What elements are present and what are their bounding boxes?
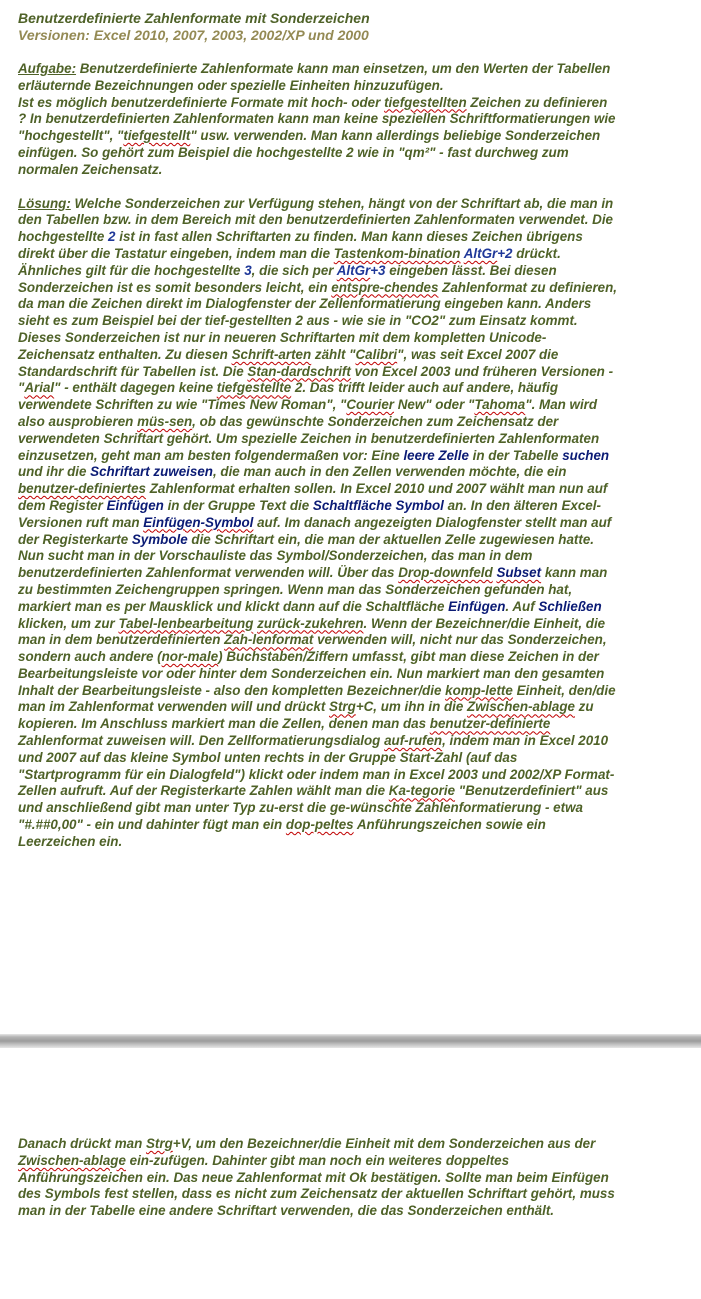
task-text [18, 61, 616, 177]
text-run: Strg [146, 1136, 173, 1151]
text-run: ", was seit Excel 2007 die Standardschrift für Tabellen ist. Die [18, 346, 559, 379]
text-run: benutzer-definierte [429, 716, 551, 732]
text-run: klicken, um zur [18, 615, 119, 631]
text-run: " usw. verwenden. Man kann allerdings beliebige Sonderzeichen einfügen. So gehört zum Beispiel die hochgestellte 2 wie in "qm²" - fast durchweg zum normalen Zeichensatz. [18, 128, 601, 177]
text-run: Calibri [355, 346, 398, 362]
text-run: 2. Das trifft leider auch auf andere, häufig verwendete Schriften zu wie "Times New Roman", " [18, 380, 559, 413]
text-run: AltGr [463, 245, 498, 261]
text-run: Anführungszeichen sowie ein Leerzeichen ein. [18, 817, 546, 849]
text-run: Subset [496, 565, 542, 581]
text-run: müs-sen [137, 413, 193, 429]
text-run: auf. Im danach angezeigten Dialogfenster stellt man auf der Registerkarte [18, 514, 612, 547]
text-run: Tabel-lenbearbeitung [118, 615, 254, 631]
text-run: New" oder " [393, 397, 475, 413]
text-run: leere Zelle [403, 447, 469, 463]
spacer [18, 44, 618, 61]
spacer [18, 179, 618, 196]
text-run: Einfügen-Symbol [143, 514, 254, 530]
text-run: Zah-lenformat [224, 632, 314, 648]
text-run: Schaltfläche Symbol [312, 497, 444, 513]
solution-text [18, 196, 617, 849]
text-run: Benutzerdefinierte Zahlenformate kann man einsetzen, um den Werten der Tabellen erläuternde Bezeichnungen oder spezielle Einheiten hinzuzufügen. [18, 61, 611, 93]
text-run: , indem man in Excel 2010 und 2007 auf das kleine Symbol unten rechts in der Gruppe Start-Zahl (auf das "Startprogramm für ein Dialogfeld") klickt oder indem man in Excel 2003 und 2002/XP Format-Zellen aufruft. Auf der Registerkarte Zahlen wählt man die [18, 733, 615, 799]
text-run: Zahlenformat erhalten sollen. In Excel 2010 und 2007 wählt man nun auf dem Register [18, 481, 608, 513]
text-run: "Benutzerdefiniert" aus und anschließend gibt man unter Typ zu-erst die ge-wünschte Zahlenformatierung - etwa "#.##0,00" - ein und dahinter fügt man ein [18, 783, 609, 833]
text-run: und ihr die [18, 464, 91, 480]
text-run: ". Man wird also ausprobieren [18, 397, 598, 429]
text-run: nor-male [161, 649, 219, 665]
text-run: Zwischen-ablage [18, 1152, 126, 1168]
text-run: tiefgestellt [123, 128, 191, 144]
continuation-paragraph [18, 1136, 618, 1220]
text-run: ist in fast allen Schriftarten zu finden. Man kann dieses Zeichen übrigens direkt über die Tastatur eingeben, indem man die [18, 229, 583, 261]
text-run: +2 [497, 245, 513, 261]
continuation-text [18, 1136, 615, 1218]
text-run: von Excel 2003 und früheren Versionen - " [18, 363, 614, 396]
text-run: , ob das gewünschte Sonderzeichen zum Zeichensatz der verwendeten Schriftart gehört. Um spezielle Zeichen in benutzerdefinierten Zahlenformaten einzusetzen, geht man am besten folgendermaßen vor: Eine [18, 413, 600, 463]
text-run: benutzer-definiertes [18, 481, 146, 497]
text-run: Zwischen-ablage [467, 699, 575, 715]
text-run: kann man zu bestimmten Zeichengruppen springen. Wenn man das Sonderzeichen gefunden hat, markiert man es per Mausklick und klickt dann auf die Schaltfläche [18, 565, 608, 614]
document-page-1 [18, 10, 618, 851]
text-run: dop-peltes [285, 817, 354, 833]
text-run: komp-lette [445, 682, 513, 698]
text-run: zurück-zukehren [257, 615, 364, 631]
text-run: Stan-dardschrift [247, 363, 351, 379]
versions-line: Versionen: Excel 2010, 2007, 2003, 2002/XP und 2000 [18, 27, 369, 43]
text-run: +V, um den Bezeichner/die Einheit mit dem Sonderzeichen aus der [172, 1136, 596, 1151]
text-run: ) Buchstaben/Ziffern umfasst, gibt man diese Zeichen in der Bearbeitungsleiste vor oder hinter dem Sonderzeichen ein. Nun markiert man den gesamten Inhalt der Bearbeitungsleiste - also den kompletten Bezeichner/die [18, 649, 605, 698]
text-run: eingeben lässt. Bei diesen Sonderzeichen ist es somit besonders leicht, ein [18, 262, 557, 295]
text-run: +C, um ihn in die [355, 699, 468, 715]
text-run: Welche Sonderzeichen zur Verfügung stehen, hängt von der Schriftart ab, die man in den Tabellen bzw. in dem Bereich mit den benutzerdefinierten Zahlenformaten verwendet. Die hochgestellte [18, 195, 614, 245]
text-run: Schriftart zuweisen [90, 464, 213, 480]
text-run: in der Gruppe Text die [163, 497, 313, 513]
text-run: +3 [370, 262, 386, 278]
solution-label: Lösung: [18, 195, 71, 211]
text-run: Tahoma [474, 397, 526, 413]
text-run: in der Tabelle [468, 447, 563, 463]
text-run: 3 [244, 262, 252, 278]
text-run: zu kopieren. Im Anschluss markiert man die Zellen, denen man das [18, 699, 594, 732]
page-break-separator [0, 1034, 701, 1048]
text-run: Zahlenformat zuweisen will. Den Zellformatierungsdialog [18, 733, 385, 749]
text-run: Ka-tegorie [388, 783, 456, 799]
text-run: die Schriftart ein, die man der aktuellen Zelle zugewiesen hatte. Nun sucht man in der Vorschauliste das Symbol/Sonderzeichen, das man in dem benutzerdefinierten Zahlenformat verwenden will. Über das [18, 531, 594, 581]
text-run: Zahlenformat zu definieren, da man die Zeichen direkt im Dialogfenster der Zellenformatierung eingeben kann. Anders sieht es zum Beispiel bei der tief-gestellten 2 aus - wie sie in "CO2" zum Einsatz kommt. Dieses Sonderzeichen ist nur in neueren Schriftarten mit dem kompletten Unicode-Zeichensatz enthalten. Zu diesen [18, 279, 618, 362]
text-run: , die man auch in den Zellen verwenden möchte, die ein [212, 464, 567, 480]
text-run: drückt. Ähnliches gilt für die hochgestellte [18, 245, 561, 278]
text-run: Courier [346, 397, 394, 413]
text-run: . Wenn der Bezeichner/die Einheit, die man in dem benutzerdefinierten [18, 615, 606, 648]
text-run: tiefgestellte [216, 380, 292, 396]
text-run: , die sich per [251, 262, 337, 278]
text-run: auf-rufen [384, 733, 443, 749]
document-title: Benutzerdefinierte Zahlenformate mit Sonderzeichen [18, 10, 370, 26]
text-run: Danach drückt man [18, 1136, 146, 1151]
text-run: tiefgestellten [384, 94, 467, 110]
task-label: Aufgabe: [18, 61, 77, 76]
text-run: an. In den älteren Excel-Versionen ruft man [18, 497, 601, 530]
text-run: entspre-chendes [331, 279, 439, 295]
text-run: . Auf [505, 598, 539, 614]
text-run: Einfügen [106, 497, 164, 513]
text-run: Zeichen zu definieren ? In benutzerdefinierten Zahlenformaten kann man keine speziellen Schriftformatierungen wie "hochgestellt", " [18, 94, 616, 144]
text-run: zählt " [311, 346, 356, 362]
text-run: Symbole [131, 531, 188, 547]
text-run: Strg [329, 699, 356, 715]
text-run: 2 [108, 229, 116, 245]
text-run: Tastenkom-bination [333, 245, 461, 261]
text-run: Einheit, den/die man im Zahlenformat verwenden will und drückt [18, 682, 616, 715]
text-run: Schließen [538, 598, 602, 614]
text-run: " - enthält dagegen keine [54, 380, 217, 396]
text-run: AltGr [336, 262, 371, 278]
task-paragraph [18, 61, 618, 179]
text-run: Einfügen [448, 598, 506, 614]
text-run: Arial [24, 380, 55, 396]
text-run: Drop-downfeld [398, 565, 493, 581]
text-run: Schrift-arten [231, 346, 312, 362]
text-run: suchen [562, 447, 610, 463]
text-run: verwenden will, nicht nur das Sonderzeichen, sondern auch andere ( [18, 632, 607, 665]
text-run: Ist es möglich benutzerdefinierte Formate mit hoch- oder [18, 94, 385, 110]
solution-paragraph [18, 196, 618, 851]
text-run: ein-zufügen. Dahinter gibt man noch ein weiteres doppeltes Anführungszeichen ein. Das neue Zahlenformat mit Ok bestätigen. Sollte man beim Einfügen des Symbols fest stellen, dass es nicht zum Zeichensatz der aktuellen Schriftart gehört, muss man in der Tabelle eine andere Schriftart verwenden, die das Sonderzeichen enthält. [18, 1152, 615, 1219]
document-page-2 [18, 1136, 618, 1220]
